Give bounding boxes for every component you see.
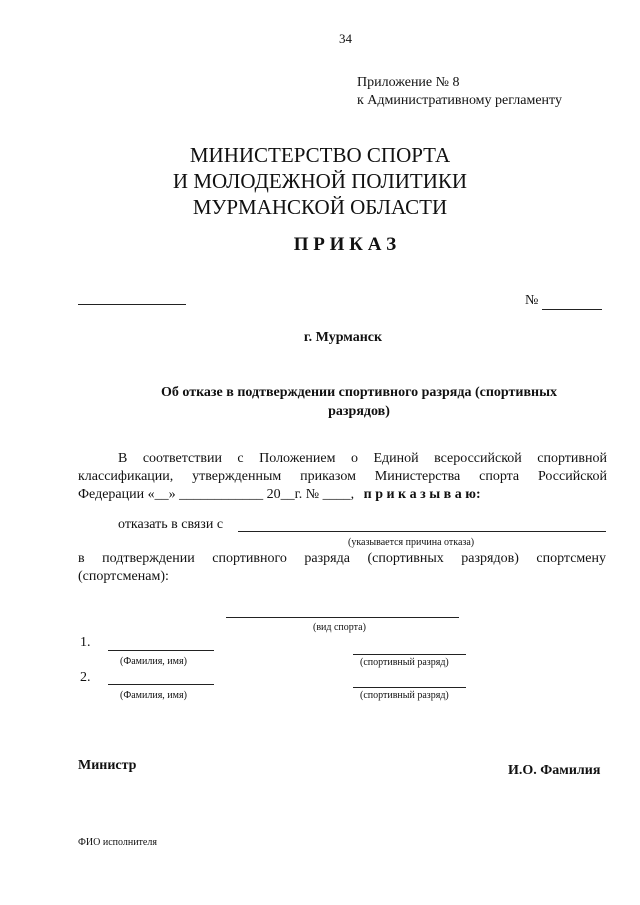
- row-1-rank-line: [353, 654, 466, 655]
- row-2-rank-line: [353, 687, 466, 688]
- ministry-line-2: И МОЛОДЕЖНОЙ ПОЛИТИКИ: [172, 169, 468, 193]
- refuse-caption: (указывается причина отказа): [348, 537, 475, 548]
- body-line-3: [78, 487, 481, 503]
- body-line-2: классификации, утвержденным приказом Министерства спорта Российской: [78, 469, 607, 484]
- row-2-name-caption: (Фамилия, имя): [120, 690, 187, 701]
- refuse-reason-line: [238, 531, 606, 532]
- number-line: [542, 309, 602, 310]
- executor: ФИО исполнителя: [78, 837, 157, 848]
- subject-line-2: разрядов): [328, 404, 390, 419]
- sport-line: [226, 617, 459, 618]
- ministry-line-3: МУРМАНСКОЙ ОБЛАСТИ: [192, 195, 448, 219]
- sport-caption: (вид спорта): [313, 622, 366, 633]
- refuse-text: отказать в связи с: [118, 517, 224, 532]
- city: г. Мурманск: [303, 330, 383, 345]
- ministry-line-1: МИНИСТЕРСТВО СПОРТА: [189, 143, 451, 167]
- number-sign: №: [525, 293, 539, 308]
- body-line-1: В соответствии с Положением о Единой всероссийской спортивной: [118, 451, 607, 466]
- row-2-number: 2.: [80, 670, 91, 685]
- page-number: 34: [339, 31, 352, 46]
- subject-line-1: Об отказе в подтверждении спортивного разряда (спортивных: [160, 385, 558, 400]
- row-2-name-line: [108, 684, 214, 685]
- row-2-rank-caption: (спортивный разряд): [360, 690, 449, 701]
- signatory-position: Министр: [78, 758, 137, 773]
- subject: [0, 383, 640, 421]
- ministry-title: [0, 142, 640, 220]
- order-word: п р и к а з ы в а ю:: [363, 487, 481, 502]
- date-line: [78, 304, 186, 305]
- row-1-name-caption: (Фамилия, имя): [120, 656, 187, 667]
- row-1-rank-caption: (спортивный разряд): [360, 657, 449, 668]
- body-line-3-text: Федерации «__» ____________ 20__г. № ____,: [78, 487, 355, 502]
- doc-type-title: П Р И К А З: [293, 234, 397, 255]
- confirm-line-1: в подтверждении спортивного разряда (спортивных разрядов) спортсмену: [78, 551, 606, 566]
- row-1-name-line: [108, 650, 214, 651]
- signatory-name: И.О. Фамилия: [508, 763, 601, 778]
- appendix-line-1: Приложение № 8: [357, 75, 460, 90]
- appendix-line-2: к Административному регламенту: [357, 93, 562, 108]
- row-1-number: 1.: [80, 635, 91, 650]
- confirm-line-2: (спортсменам):: [78, 569, 169, 584]
